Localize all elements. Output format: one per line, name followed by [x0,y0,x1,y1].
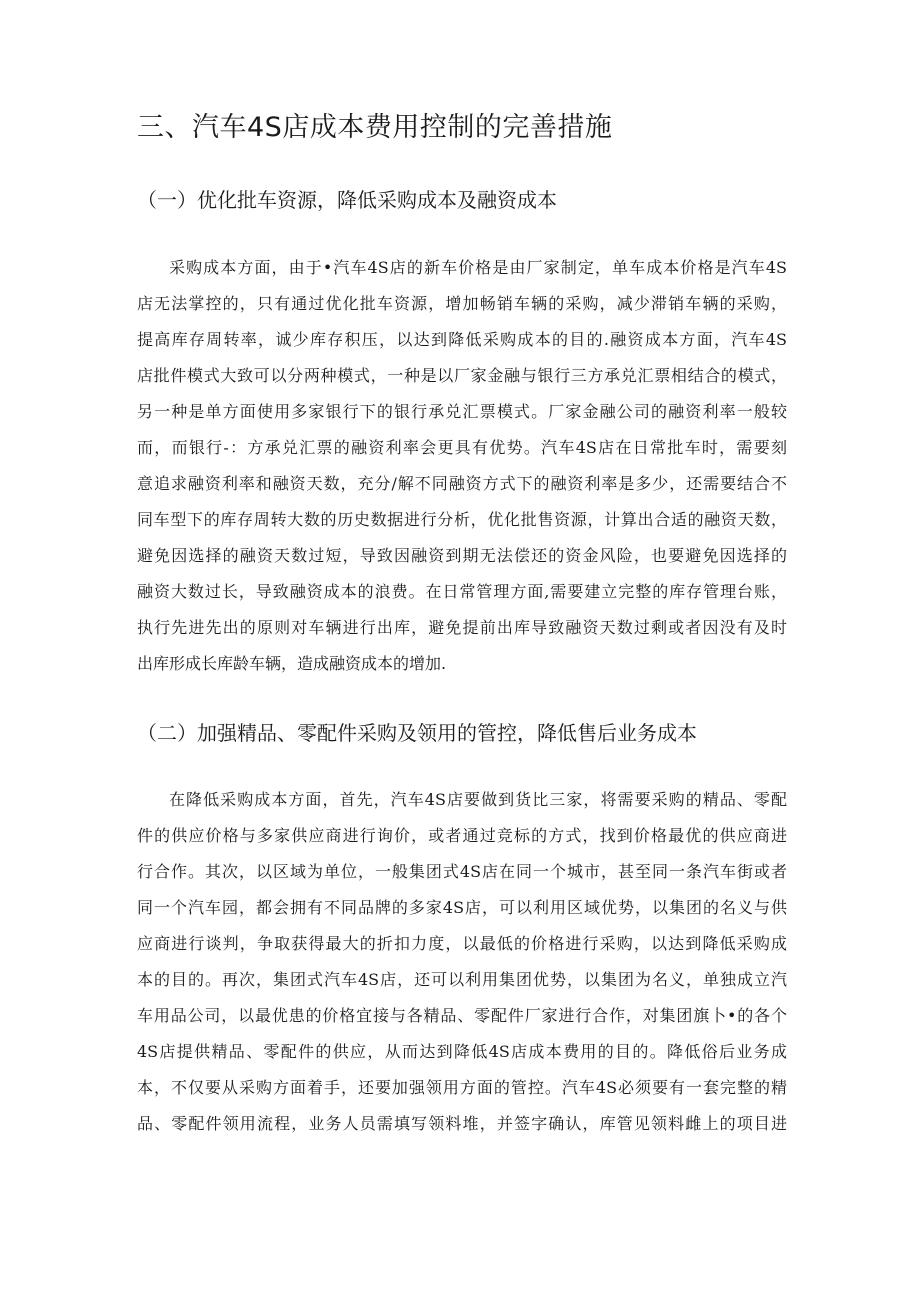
paragraph-line: 件的供应价格与多家供应商进行询价，或者通过竞标的方式，找到价格最优的供应商进 [137,826,787,845]
paragraph-line: 同一个汽车园，都会拥有不同品牌的多家4S店，可以利用区域优势，以集团的名义与供 [137,898,787,917]
paragraph-line: 本的目的。再次，集团式汽车4S店，还可以利用集团优势，以集团为名义，单独成立汽 [137,970,787,989]
section-heading-1: （一）优化批车资源，降低采购成本及融资成本 [137,188,557,212]
paragraph-line: 采购成本方面，由于•汽车4S店的新车价格是由厂家制定，单车成本价格是汽车4S [169,258,787,277]
section-2-paragraph [137,782,787,1142]
document-title: 三、汽车4S店成本费用控制的完善措施 [137,112,613,143]
paragraph-line: 融资大数过长，导致融资成本的浪费。在日常管理方面,需要建立完整的库存管理台账， [137,582,787,601]
paragraph-line: 意追求融资利率和融资天数，充分/解不同融资方式下的融资利率是多少，还需要结合不 [137,474,787,493]
paragraph-line: 店批件模式大致可以分两种模式，一种是以厂家金融与银行三方承兑汇票相结合的模式， [137,366,787,385]
paragraph-line: 品、零配件领用流程，业务人员需填写领料堆，并签字确认，库管见领料雌上的项目进 [137,1114,787,1133]
paragraph-line: 本，不仅要从采购方面着手，还要加强领用方面的管控。汽车4S必须要有一套完整的精 [137,1078,787,1097]
paragraph-line: 4S店提供精品、零配件的供应，从而达到降低4S店成本费用的目的。降低俗后业务成 [137,1042,787,1061]
section-heading-2: （二）加强精品、零配件采购及领用的管控，降低售后业务成本 [137,721,697,745]
paragraph-line: 同车型下的库存周转大数的历史数据进行分析，优化批售资源，计算出合适的融资天数， [137,510,787,529]
paragraph-line: 行合作。其次，以区域为单位，一般集团式4S店在同一个城市，甚至同一条汽车街或者 [137,862,787,881]
paragraph-line: 在降低采购成本方面，首先，汽车4S店要做到货比三家，将需要采购的精品、零配 [169,790,787,809]
paragraph-line: 避免因选择的融资天数过短，导致因融资到期无法偿还的资金风险，也要避免因选择的 [137,546,787,565]
section-1-paragraph [137,250,787,682]
paragraph-line: 出库形成长库龄车辆，造成融资成本的增加. [137,654,447,673]
paragraph-line: 另一种是单方面使用多家银行下的银行承兑汇票模式。厂家金融公司的融资利率一般较 [137,402,787,421]
paragraph-line: 而，而银行-：方承兑汇票的融资利率会更具有优势。汽车4S店在日常批车时，需要刻 [137,438,787,457]
paragraph-line: 店无法掌控的，只有通过优化批车资源，增加畅销车辆的采购，减少滞销车辆的采购， [137,294,787,313]
paragraph-line: 应商进行谈判，争取获得最大的折扣力度，以最低的价格进行采购，以达到降低采购成 [137,934,787,953]
paragraph-line: 车用品公司，以最优患的价格宜接与各精品、零配件厂家进行合作，对集团旗卜•的各个 [137,1006,787,1025]
paragraph-line: 执行先进先出的原则对车辆进行出库，避免提前出库导致融资天数过剩或者因没有及时 [137,618,787,637]
paragraph-line: 提高库存周转率，诚少库存积压，以达到降低采购成本的目的.融资成本方面，汽车4S [137,330,787,349]
